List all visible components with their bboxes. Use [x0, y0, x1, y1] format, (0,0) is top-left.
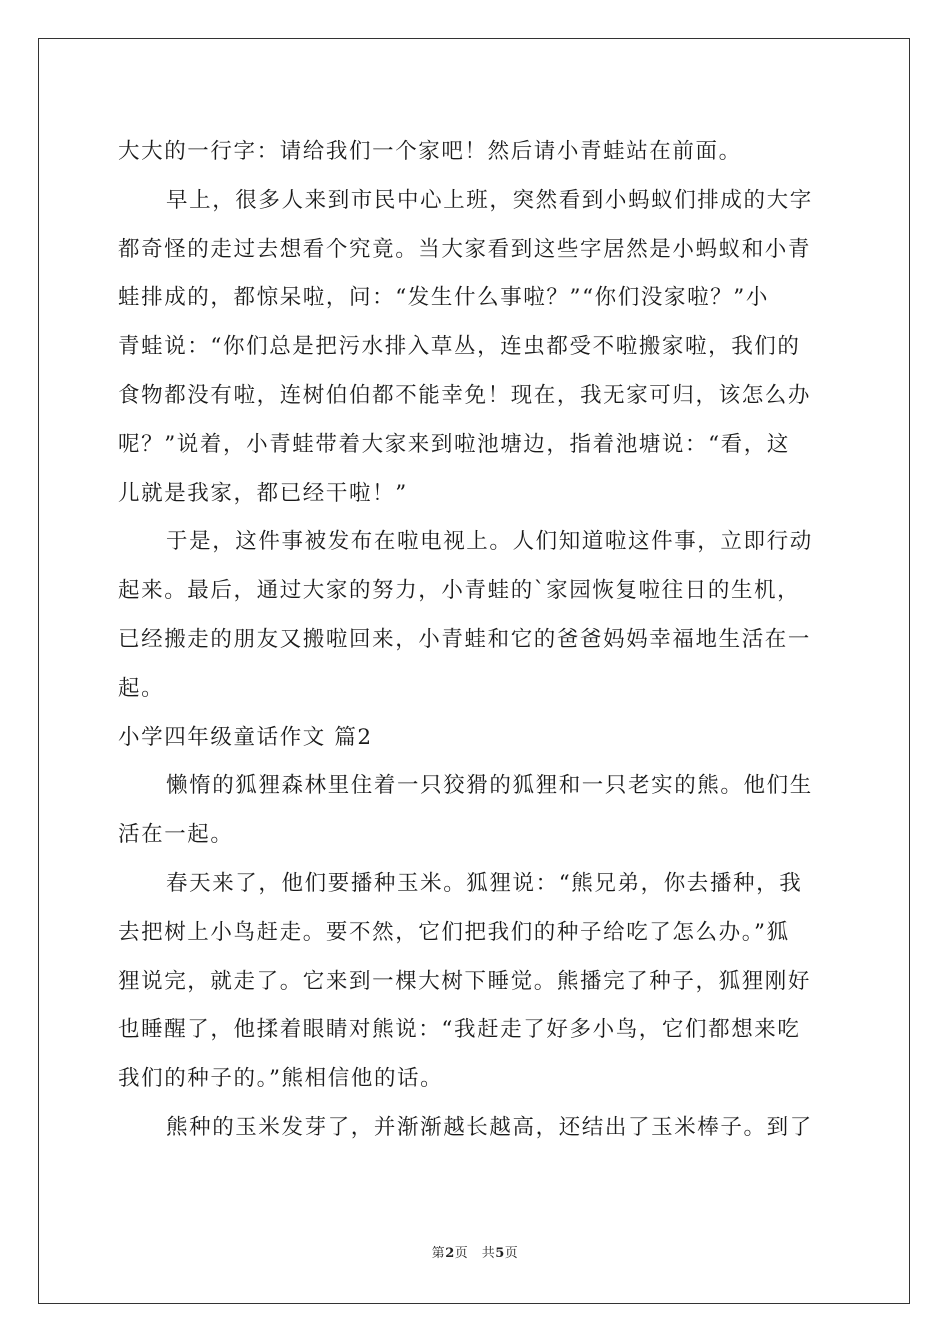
text-line: 起来。最后，通过大家的努力，小青蛙的`家园恢复啦往日的生机， [118, 578, 801, 604]
footer-suffix: 页 [504, 1246, 519, 1261]
text-line: 起。 [118, 675, 165, 701]
text-line: 活在一起。 [118, 822, 234, 848]
text-line: 已经搬走的朋友又搬啦回来，小青蛙和它的爸爸妈妈幸福地生活在一 [118, 626, 812, 652]
text-line: 都奇怪的走过去想看个究竟。当大家看到这些字居然是小蚂蚁和小青 [118, 236, 812, 262]
text-line: 去把树上小鸟赶走。要不然，它们把我们的种子给吃了怎么办。”狐 [118, 919, 790, 945]
text-line: 也睡醒了，他揉着眼睛对熊说：“我赶走了好多小鸟，它们都想来吃 [118, 1017, 801, 1043]
text-line: 儿就是我家，都已经干啦！” [118, 480, 408, 506]
footer-prefix: 第 [431, 1246, 446, 1261]
text-line: 呢？”说着，小青蛙带着大家来到啦池塘边，指着池塘说：“看，这 [118, 431, 790, 457]
text-line: 我们的种子的。”熊相信他的话。 [118, 1066, 444, 1092]
paragraph-start: 于是，这件事被发布在啦电视上。人们知道啦这件事，立即行动 [166, 529, 813, 555]
paragraph-start: 懒惰的狐狸森林里住着一只狡猾的狐狸和一只老实的熊。他们生 [166, 773, 813, 799]
page-footer [0, 1242, 950, 1261]
current-page-number: 2 [445, 1246, 455, 1261]
paragraph-start: 早上，很多人来到市民中心上班，突然看到小蚂蚁们排成的大字 [166, 187, 813, 213]
footer-middle: 页 共 [454, 1246, 496, 1261]
text-line: 狸说完，就走了。它来到一棵大树下睡觉。熊播完了种子，狐狸刚好 [118, 968, 812, 994]
paragraph-start: 春天来了，他们要播种玉米。狐狸说：“熊兄弟，你去播种，我 [166, 870, 803, 896]
text-line: 食物都没有啦，连树伯伯都不能幸免！现在，我无家可归，该怎么办 [118, 382, 812, 408]
paragraph-start: 熊种的玉米发芽了，并渐渐越长越高，还结出了玉米棒子。到了 [166, 1114, 813, 1140]
text-line: 青蛙说：“你们总是把污水排入草丛，连虫都受不啦搬家啦，我们的 [118, 334, 801, 360]
text-line: 蛙排成的，都惊呆啦，问：“发生什么事啦？”“你们没家啦？”小 [118, 285, 769, 311]
section-heading: 小学四年级童话作文 篇2 [118, 724, 373, 750]
total-page-count: 5 [495, 1246, 505, 1261]
document-body [118, 128, 834, 1153]
text-line: 大大的一行字：请给我们一个家吧！然后请小青蛙站在前面。 [118, 139, 742, 164]
